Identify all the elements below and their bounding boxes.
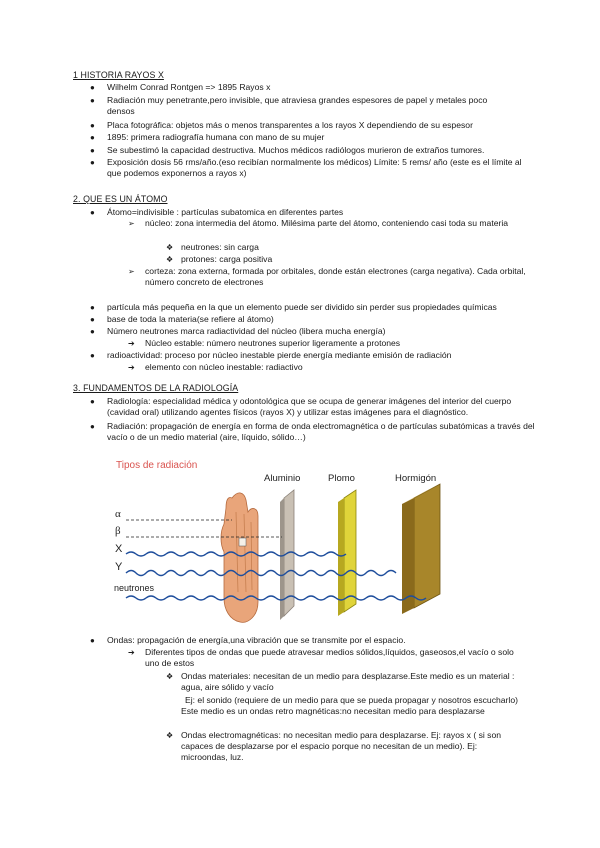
figure-title: Tipos de radiación [116,460,198,471]
list-item: Ondas materiales: necesitan de un medio para desplazarse.Este medio es un material : agua, aire sólido y vacío [181,671,515,692]
list-item: Exposición dosis 56 rms/año.(eso recibían normalmente los médicos) Límite: 5 rems/ año (este es el límite al que podemos exponernos a rayos x) [107,157,522,178]
bullet-dot: ● [90,96,95,105]
bullet-dot: ● [90,83,95,92]
list-item: corteza: zona externa, formada por orbitales, donde están electrones (carga negativa). Cada orbital, número concreto de electrones [145,266,526,287]
bullet-dot: ● [90,422,95,431]
list-item: Se subestimó la capacidad destructiva. Muchos médicos radiólogos murieron de extraños tumores. [107,145,485,155]
diamond-bullet-icon: ❖ [166,255,174,264]
plomo-label: Plomo [328,473,355,484]
diamond-bullet-icon: ❖ [166,243,174,252]
diamond-bullet-icon: ❖ [166,672,174,681]
hormigon-label: Hormigón [395,473,437,484]
bullet-dot: ● [90,303,95,312]
list-item: elemento con núcleo inestable: radiactivo [145,362,303,372]
arrowhead-icon: ➢ [128,219,135,228]
arrow-icon: ➔ [128,339,135,348]
bullet-dot: ● [90,397,95,406]
list-item: Radiología: especialidad médica y odontológica que se ocupa de generar imágenes del interior del cuerpo (cavidad oral) utilizando agentes físicos (rayos X) y utilizar estas imágenes para el diagnóstico. [107,396,512,417]
list-item: Núcleo estable: número neutrones superior ligeramente a protones [145,338,401,348]
list-item: Ondas: propagación de energía,una vibración que se transmite por el espacio. [107,635,406,645]
list-item: partícula más pequeña en la que un elemento puede ser dividido sin perder sus propiedades químicas [107,302,497,312]
bullet-dot: ● [90,351,95,360]
bullet-dot: ● [90,208,95,217]
gamma-label: Y [115,561,123,573]
list-item: Número neutrones marca radiactividad del núcleo (libera mucha energía) [107,326,386,336]
bullet-dot: ● [90,315,95,324]
section-1-title: 1 HISTORIA RAYOS X [73,70,164,80]
list-item: Radiación muy penetrante,pero invisible, que atraviesa grandes espesores de papel y metales poco densos [107,95,488,116]
list-item: 1895: primera radiografía humana con mano de su mujer [107,132,325,142]
neutrones-label: neutrones [114,583,155,593]
list-item: Radiación: propagación de energía en forma de onda electromagnética o de partículas subatómicas a través del vacío o de un medio material (aire, líquido, sólido…) [107,421,535,442]
bullet-dot: ● [90,636,95,645]
bullet-dot: ● [90,121,95,130]
arrow-icon: ➔ [128,648,135,657]
arrow-icon: ➔ [128,363,135,372]
radiation-figure [112,452,490,628]
beta-label: β [115,525,121,537]
bullet-dot: ● [90,133,95,142]
list-item: neutrones: sin carga [181,242,259,252]
list-item: Ej: el sonido (requiere de un medio para que se pueda propagar y nosotros escucharlo) Este medio es un ondas retro magnéticas:no necesitan medio para desplazarse [181,695,518,716]
list-item: base de toda la materia(se refiere al átomo) [107,314,274,324]
aluminio-label: Aluminio [264,473,301,484]
list-item: Diferentes tipos de ondas que puede atravesar medios sólidos,líquidos, gaseosos,el vacío o solo uno de estos [145,647,514,668]
hand-illustration [221,493,258,622]
bullet-dot: ● [90,158,95,167]
list-item: Ondas electromagnéticas: no necesitan medio para desplazarse. Ej: rayos x ( si son capaces de desplazarse por el espacio porque no necesitan de un medio). Ej: microondas, luz. [181,730,502,762]
list-item: Placa fotográfica: objetos más o menos transparentes a los rayos X dependiendo de su espesor [107,120,473,130]
list-item: Átomo=indivisible : partículas subatomica en diferentes partes [107,207,344,217]
plomo-plate [344,490,356,612]
list-item: núcleo: zona intermedia del átomo. Milésima parte del átomo, conteniendo casi toda su materia [145,218,509,228]
diamond-bullet-icon: ❖ [166,731,174,740]
list-item: radioactividad: proceso por núcleo inestable pierde energía mediante emisión de radiación [107,350,452,360]
list-item: protones: carga positiva [181,254,273,264]
alpha-label: α [115,508,121,520]
x-label: X [115,543,123,555]
neutron-wave [126,596,426,600]
radiation-diagram [112,452,490,628]
bullet-dot: ● [90,146,95,155]
section-3-title: 3. FUNDAMENTOS DE LA RADIOLOGÍA [73,383,239,393]
bullet-dot: ● [90,327,95,336]
arrowhead-icon: ➢ [128,267,135,276]
list-item: Wilhelm Conrad Rontgen => 1895 Rayos x [107,82,271,92]
hormigon-block [414,484,440,608]
section-2-title: 2. QUE ES UN ÁTOMO [73,194,168,204]
